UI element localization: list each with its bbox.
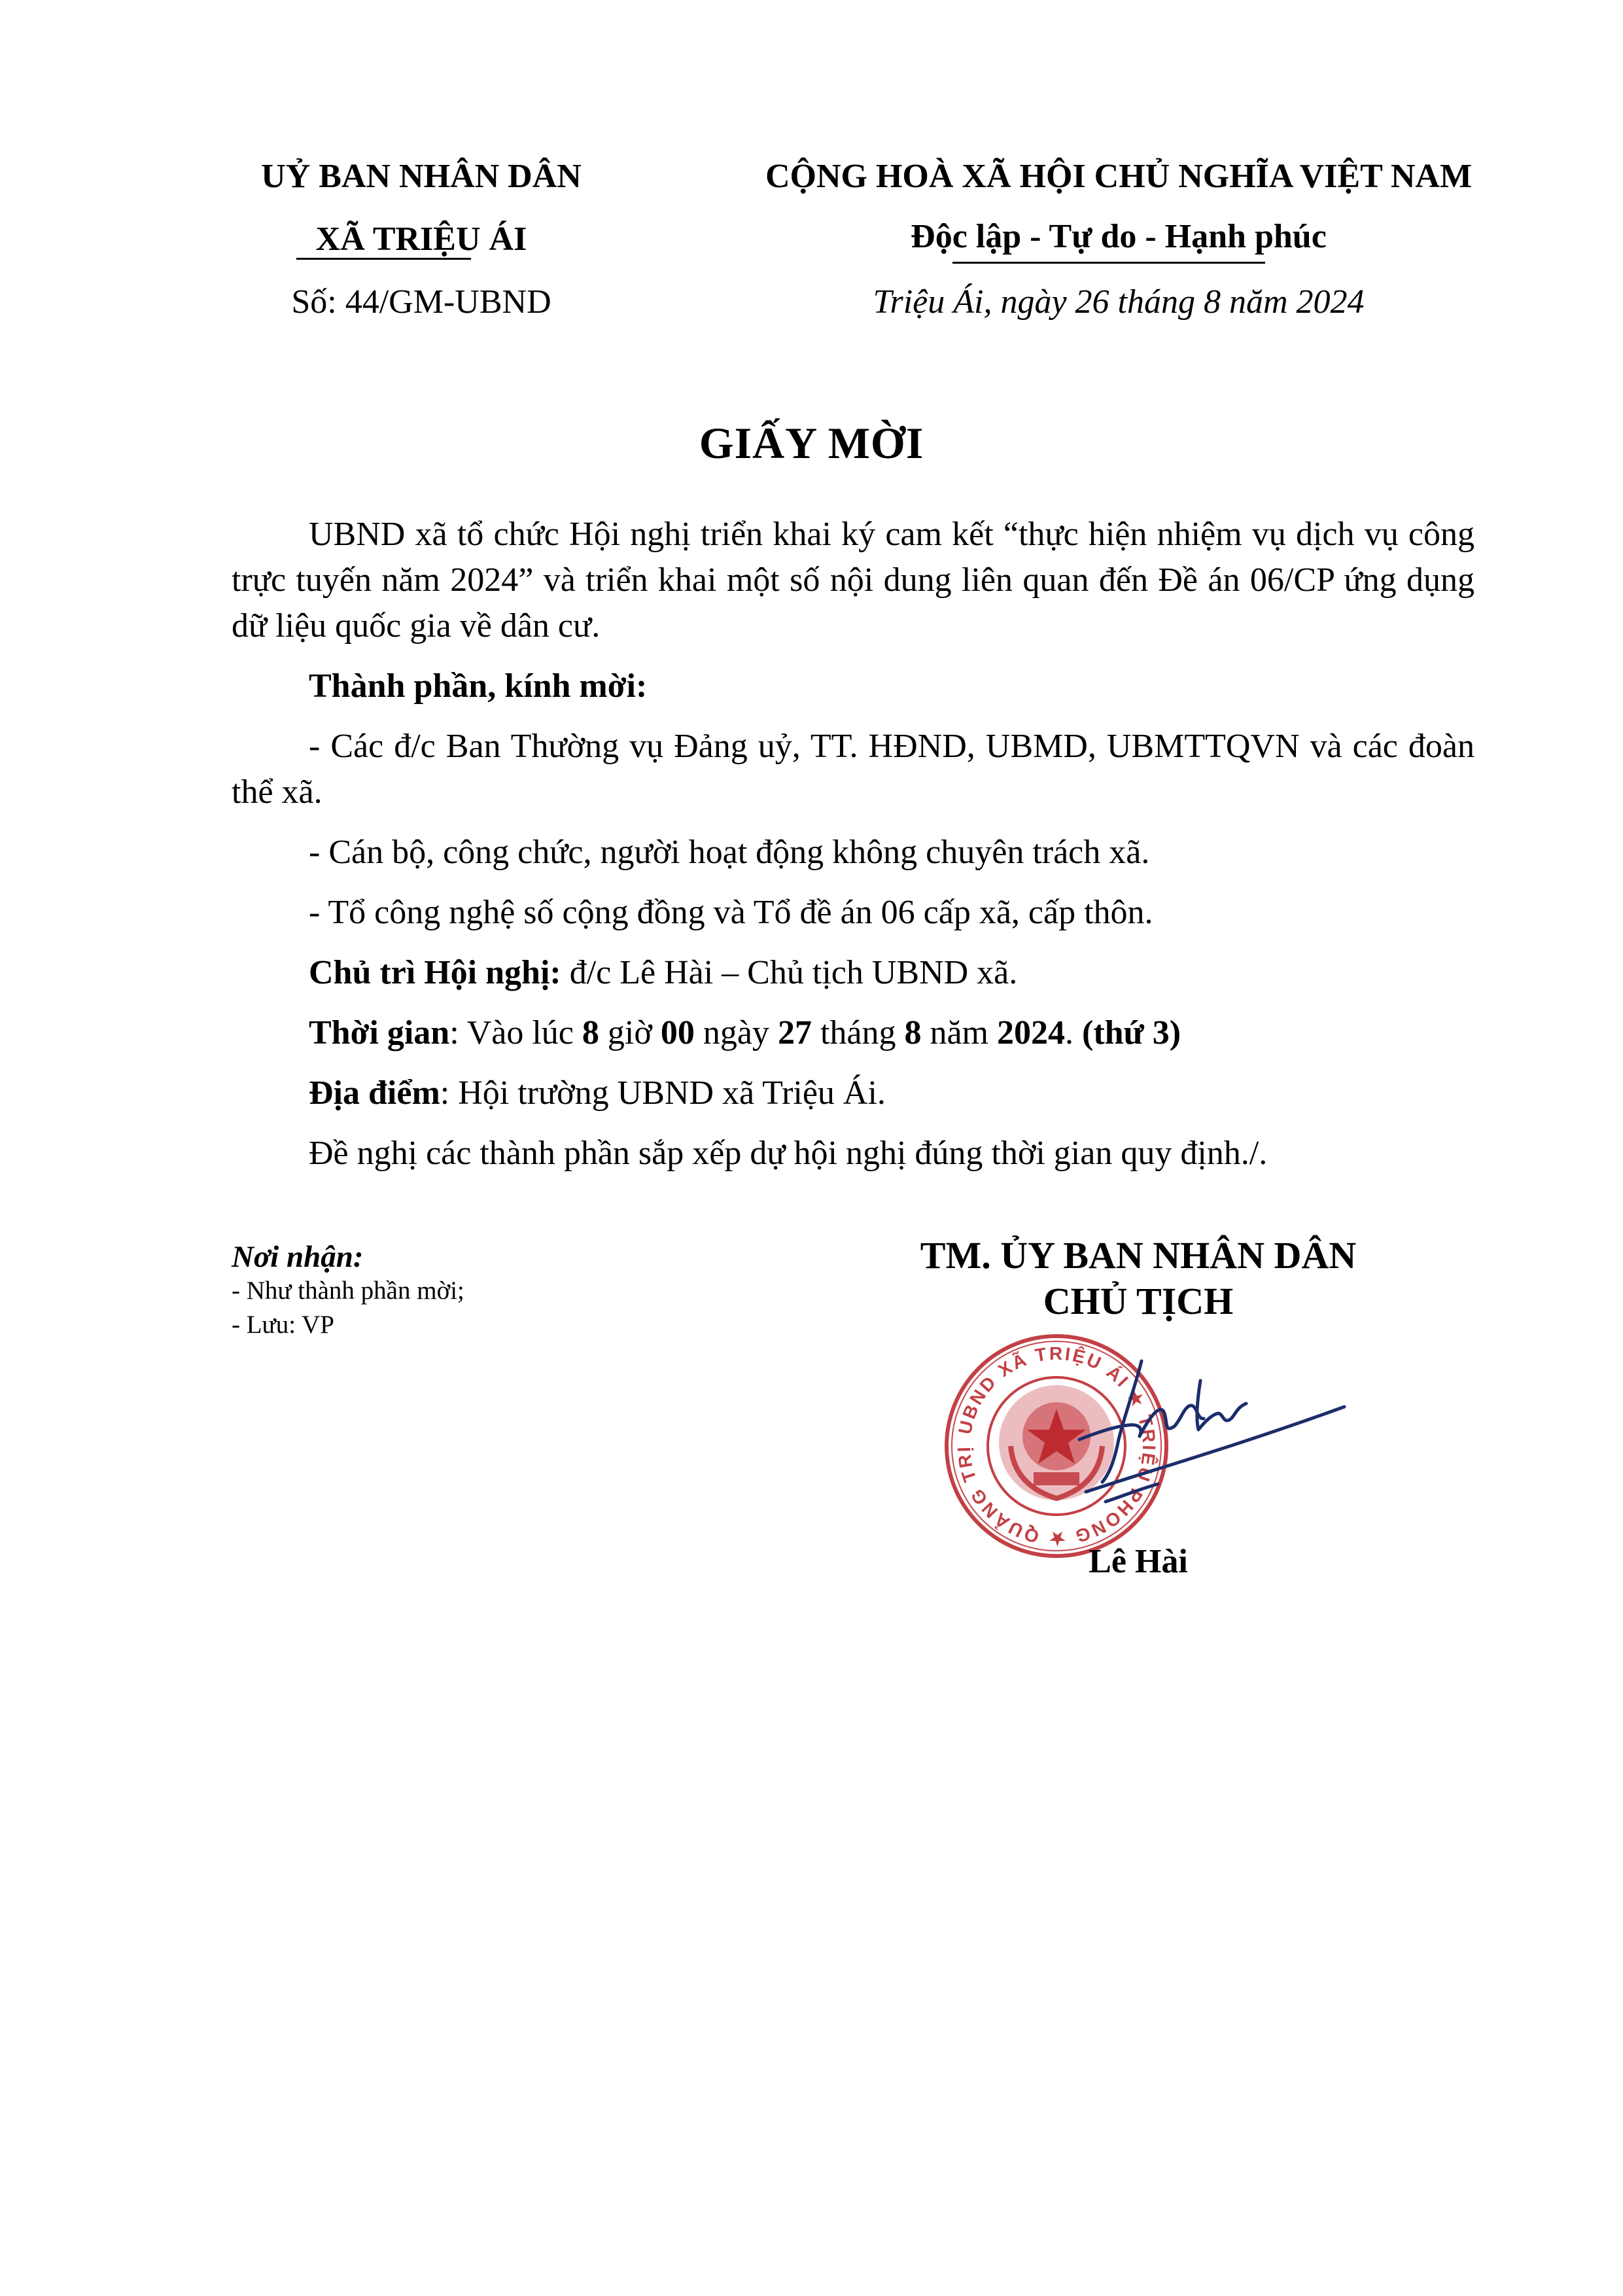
time-text: năm <box>921 1014 997 1051</box>
closing-line: Đề nghị các thành phần sắp xếp dự hội nghị đúng thời gian quy định./. <box>309 1135 1268 1172</box>
time-text: . <box>1065 1014 1082 1051</box>
time-text: ngày <box>694 1014 778 1051</box>
time-day: 27 <box>777 1014 812 1051</box>
time-text: tháng <box>811 1014 905 1051</box>
chair-line <box>232 950 1475 996</box>
location-label: Địa điểm <box>309 1074 440 1112</box>
time-month: 8 <box>904 1014 922 1051</box>
place-date: Triệu Ái, ngày 26 tháng 8 năm 2024 <box>873 283 1365 321</box>
time-label: Thời gian <box>309 1014 450 1051</box>
commune-name-text: XÃ TRIỆU ÁI <box>315 221 527 258</box>
commune-name <box>232 222 611 256</box>
motto-underline <box>952 262 1265 264</box>
signer-name: Lê Hài <box>1089 1543 1188 1580</box>
recipients-block <box>232 1240 689 1342</box>
document-body <box>232 512 1475 1191</box>
intro-paragraph: UBND xã tổ chức Hội nghị triển khai ký cam kết “thực hiện nhiệm vụ dịch vụ công trực tuyến năm 2024” và triển khai một số nội dung liên quan đến Đề án 06/CP ứng dụng dữ liệu quốc gia về dân cư. <box>232 516 1475 645</box>
signature-position: CHỦ TỊCH <box>1043 1280 1234 1322</box>
time-minute: 00 <box>660 1014 695 1051</box>
signature-on-behalf: TM. ỦY BAN NHÂN DÂN <box>920 1234 1357 1277</box>
handwritten-signature <box>1066 1341 1361 1525</box>
recipient-item: - Lưu: VP <box>232 1311 334 1339</box>
document-number: Số: 44/GM-UBND <box>291 283 551 321</box>
time-text: giờ <box>599 1014 661 1051</box>
national-title: CỘNG HOÀ XÃ HỘI CHỦ NGHĨA VIỆT NAM <box>765 158 1473 195</box>
time-hour: 8 <box>582 1014 599 1051</box>
chair-value: đ/c Lê Hài – Chủ tịch UBND xã. <box>561 954 1018 991</box>
time-year: 2024 <box>997 1014 1065 1051</box>
national-motto: Độc lập - Tự do - Hạnh phúc <box>911 218 1327 255</box>
agency-name: UỶ BAN NHÂN DÂN <box>261 158 582 195</box>
stamp-text: UBND XÃ TRIỆU ÁI ★ TRIỆU PHONG ★ QUẢNG TRỊ <box>953 1343 1160 1549</box>
participants-heading: Thành phần, kính mời: <box>309 667 648 705</box>
participant-item: - Tổ công nghệ số cộng đồng và Tổ đề án 06 cấp xã, cấp thôn. <box>309 894 1153 931</box>
recipient-item: - Như thành phần mời; <box>232 1277 464 1305</box>
document-title: GIẤY MỜI <box>699 418 924 468</box>
location-line <box>232 1070 1475 1116</box>
participant-item: - Các đ/c Ban Thường vụ Đảng uỷ, TT. HĐND, UBMD, UBMTTQVN và các đoàn thể xã. <box>232 728 1475 811</box>
time-line <box>232 1010 1475 1056</box>
participant-item: - Cán bộ, công chức, người hoạt động không chuyên trách xã. <box>309 834 1150 871</box>
recipients-title: Nơi nhận: <box>232 1240 364 1274</box>
chair-label: Chủ trì Hội nghị: <box>309 954 561 991</box>
location-value: : Hội trường UBND xã Triệu Ái. <box>440 1074 886 1112</box>
commune-underline <box>296 258 471 260</box>
time-text: : Vào lúc <box>449 1014 582 1051</box>
time-weekday: (thứ 3) <box>1082 1014 1181 1051</box>
